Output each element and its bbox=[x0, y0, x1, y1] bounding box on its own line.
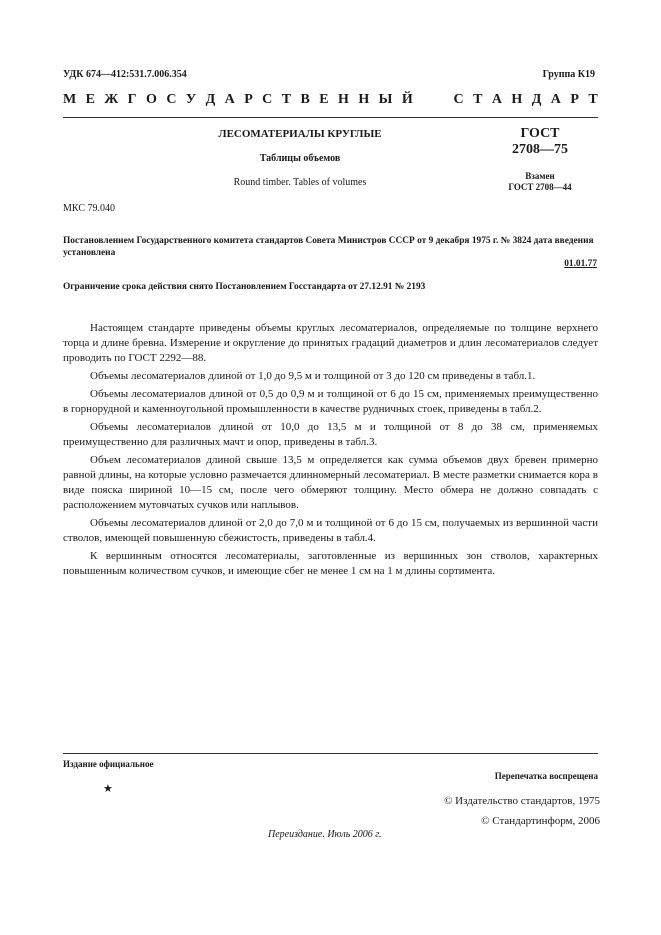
banner-word2-letter: Д bbox=[531, 92, 542, 107]
udk-code: УДК 674—412:531.7.006.354 bbox=[63, 69, 187, 80]
banner-word1-letter: В bbox=[300, 92, 310, 107]
paragraph: Объемы лесоматериалов длиной от 1,0 до 9,5 м и толщиной от 3 до 120 см приведены в табл.1. bbox=[90, 370, 536, 382]
banner-word1-letter: Р bbox=[244, 92, 253, 107]
footer-rule bbox=[63, 753, 598, 754]
effective-date: 01.01.77 bbox=[564, 259, 597, 269]
gost-label: ГОСТ bbox=[520, 126, 560, 141]
paragraph: Настоящем стандарте приведены объемы круглых лесоматериалов, определяемые по толщине верхнего торца и длине бревна. Измерение и округление до принятых градаций диаметров и длин лесоматериалов следует проводить по ГОСТ 2292—88. bbox=[63, 322, 598, 364]
star-icon: ★ bbox=[103, 783, 113, 795]
paragraph: К вершинным относятся лесоматериалы, заготовленные из вершинных зон стволов, характерных повышенным количеством сучков, и имеющие сбег не менее 1 см на 1 м длины сортимента. bbox=[63, 550, 598, 577]
paragraph: Объемы лесоматериалов длиной от 0,5 до 0,9 м и толщиной от 6 до 15 см, применяемых преимущественно в горнорудной и каменноугольной промышленности в качестве рудничных стоек, приведены в табл.2. bbox=[63, 388, 598, 415]
copyright-standartinform: © Стандартинформ, 2006 bbox=[481, 815, 600, 827]
banner-word2-letter: Т bbox=[588, 92, 598, 107]
replaces-number: ГОСТ 2708—44 bbox=[508, 182, 572, 192]
banner-word2-letter: С bbox=[453, 92, 464, 107]
banner-word1-letter: Ж bbox=[104, 92, 119, 107]
banner-word2-letter: Р bbox=[570, 92, 579, 107]
english-title: Round timber. Tables of volumes bbox=[233, 177, 367, 188]
mks-code: МКС 79.040 bbox=[63, 203, 115, 214]
document-subtitle: Таблицы объемов bbox=[259, 153, 341, 164]
banner-word1-letter: Й bbox=[401, 92, 413, 107]
interstate-standard-banner bbox=[63, 92, 598, 112]
banner-word1-letter: Ы bbox=[378, 92, 393, 107]
banner-word1-letter: Н bbox=[358, 92, 370, 107]
document-title: ЛЕСОМАТЕРИАЛЫ КРУГЛЫЕ bbox=[218, 128, 382, 140]
reprint-notice: Перепечатка воспрещена bbox=[494, 771, 598, 781]
copyright-publisher: © Издательство стандартов, 1975 bbox=[444, 795, 600, 807]
body-text bbox=[63, 321, 598, 582]
banner-word1-letter: Н bbox=[338, 92, 349, 107]
banner-word1-letter: С bbox=[262, 92, 273, 107]
banner-word1-letter: Е bbox=[319, 92, 329, 107]
banner-word2-letter: А bbox=[491, 92, 502, 107]
limitation-text: Ограничение срока действия снято Постановлением Госстандарта от 27.12.91 № 2193 bbox=[63, 282, 426, 292]
banner-word1-letter: О bbox=[146, 92, 157, 107]
banner-word1-letter: Д bbox=[205, 92, 216, 107]
banner-word1-letter: С bbox=[166, 92, 177, 107]
reissue-note: Переиздание. Июль 2006 г. bbox=[268, 829, 382, 840]
banner-word1-letter: У bbox=[185, 92, 197, 107]
banner-word1-letter: А bbox=[224, 92, 235, 107]
banner-gap bbox=[422, 92, 444, 112]
official-edition: Издание официальное bbox=[63, 759, 154, 769]
decree-text: Постановлением Государственного комитета стандартов Совета Министров СССР от 9 декабря 1975 г. № 3824 дата введения установлена bbox=[63, 236, 594, 258]
banner-word1-letter: Г bbox=[127, 92, 137, 107]
banner-word1-letter: Е bbox=[85, 92, 95, 107]
banner-word1-letter: М bbox=[63, 92, 77, 107]
banner-word2-letter: Н bbox=[511, 92, 523, 107]
paragraph: Объемы лесоматериалов длиной от 2,0 до 7,0 м и толщиной от 6 до 15 см, получаемых из вершинной части стволов, имеющей повышенную сбежистость, приведены в табл.4. bbox=[63, 517, 598, 544]
group-code: Группа К19 bbox=[542, 69, 595, 80]
gost-designation bbox=[500, 126, 580, 158]
banner-word1-letter: Т bbox=[281, 92, 292, 107]
replaces-block bbox=[490, 171, 590, 193]
paragraph: Объем лесоматериалов длиной свыше 13,5 м определяется как сумма объемов двух бревен примерно равной длины, на которые условно размечается длинномерный лесоматериал. В месте разметки снимается кора в виде пояска шириной 10—15 см, после чего обмеряют толщину. Место обмера не должно совпадать с расположением мутовчатых сучков или наплывов. bbox=[63, 454, 598, 511]
paragraph: Объемы лесоматериалов длиной от 10,0 до 13,5 м и толщиной от 8 до 38 см, применяемых преимущественно для различных мачт и опор, приведены в табл.3. bbox=[63, 421, 598, 448]
banner-word2-letter: А bbox=[550, 92, 561, 107]
replaces-label: Взамен bbox=[525, 171, 555, 181]
gost-number: 2708—75 bbox=[512, 142, 568, 157]
header-rule bbox=[63, 117, 598, 118]
banner-word2-letter: Т bbox=[473, 92, 483, 107]
